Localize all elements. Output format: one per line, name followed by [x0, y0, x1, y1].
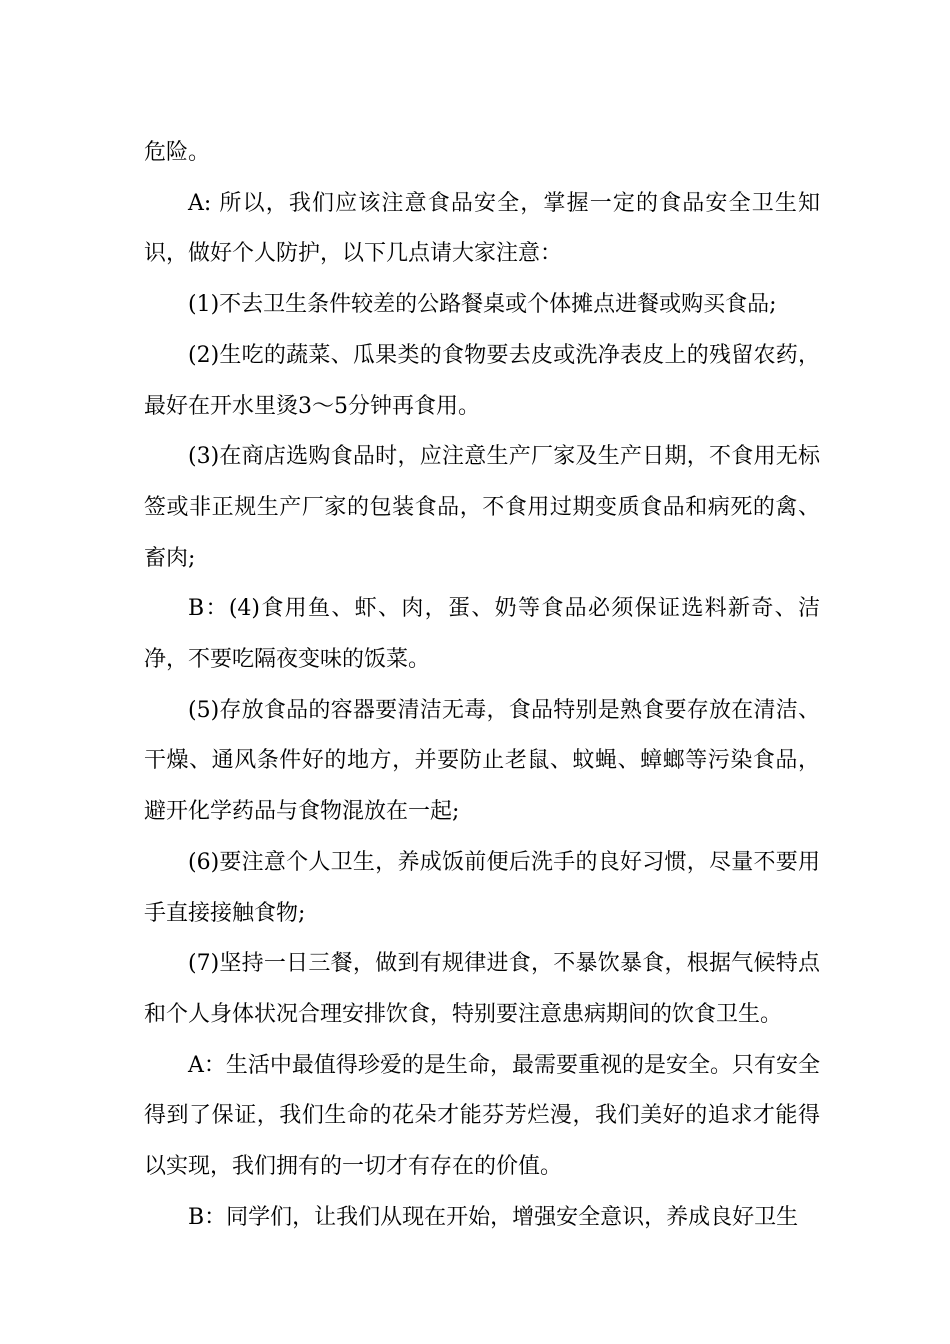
paragraph-item-6: (6)要注意个人卫生，养成饭前便后洗手的良好习惯，尽量不要用手直接接触食物;	[144, 849, 820, 926]
paragraph-continuation: 危险。	[144, 140, 211, 165]
paragraph-item-7: (7)坚持一日三餐，做到有规律进食，不暴饮暴食，根据气候特点和个人身体状况合理安排饮食，特别要注意患病期间的饮食卫生。	[144, 951, 820, 1027]
paragraph-item-2: (2)生吃的蔬菜、瓜果类的食物要去皮或洗净表皮上的残留农药，最好在开水里烫3～5分钟再食用。	[144, 342, 820, 419]
paragraph-item-3: (3)在商店选购食品时，应注意生产厂家及生产日期，不食用无标签或非正规生产厂家的包装食品，不食用过期变质食品和病死的禽、畜肉;	[144, 444, 820, 571]
paragraph-item-1: (1)不去卫生条件较差的公路餐桌或个体摊点进餐或购买食品;	[188, 292, 777, 318]
paragraph-item-5: (5)存放食品的容器要清洁无毒，食品特别是熟食要存放在清洁、干燥、通风条件好的地方，并要防止老鼠、蚊蝇、蟑螂等污染食品，避开化学药品与食物混放在一起;	[144, 697, 820, 825]
paragraph-a-safety: A：生活中最值得珍爱的是生命，最需要重视的是安全。只有安全得到了保证，我们生命的花朵才能芬芳烂漫，我们美好的追求才能得以实现，我们拥有的一切才有存在的价值。	[144, 1052, 820, 1180]
document-body	[144, 128, 820, 1243]
paragraph-b-closing: B：同学们，让我们从现在开始，增强安全意识，养成良好卫生	[188, 1204, 799, 1230]
paragraph-a-intro: A: 所以，我们应该注意食品安全，掌握一定的食品安全卫生知识，做好个人防护，以下几点请大家注意：	[144, 190, 820, 267]
paragraph-item-4: B：(4)食用鱼、虾、肉，蛋、奶等食品必须保证选料新奇、洁净，不要吃隔夜变味的饭菜。	[144, 596, 820, 673]
